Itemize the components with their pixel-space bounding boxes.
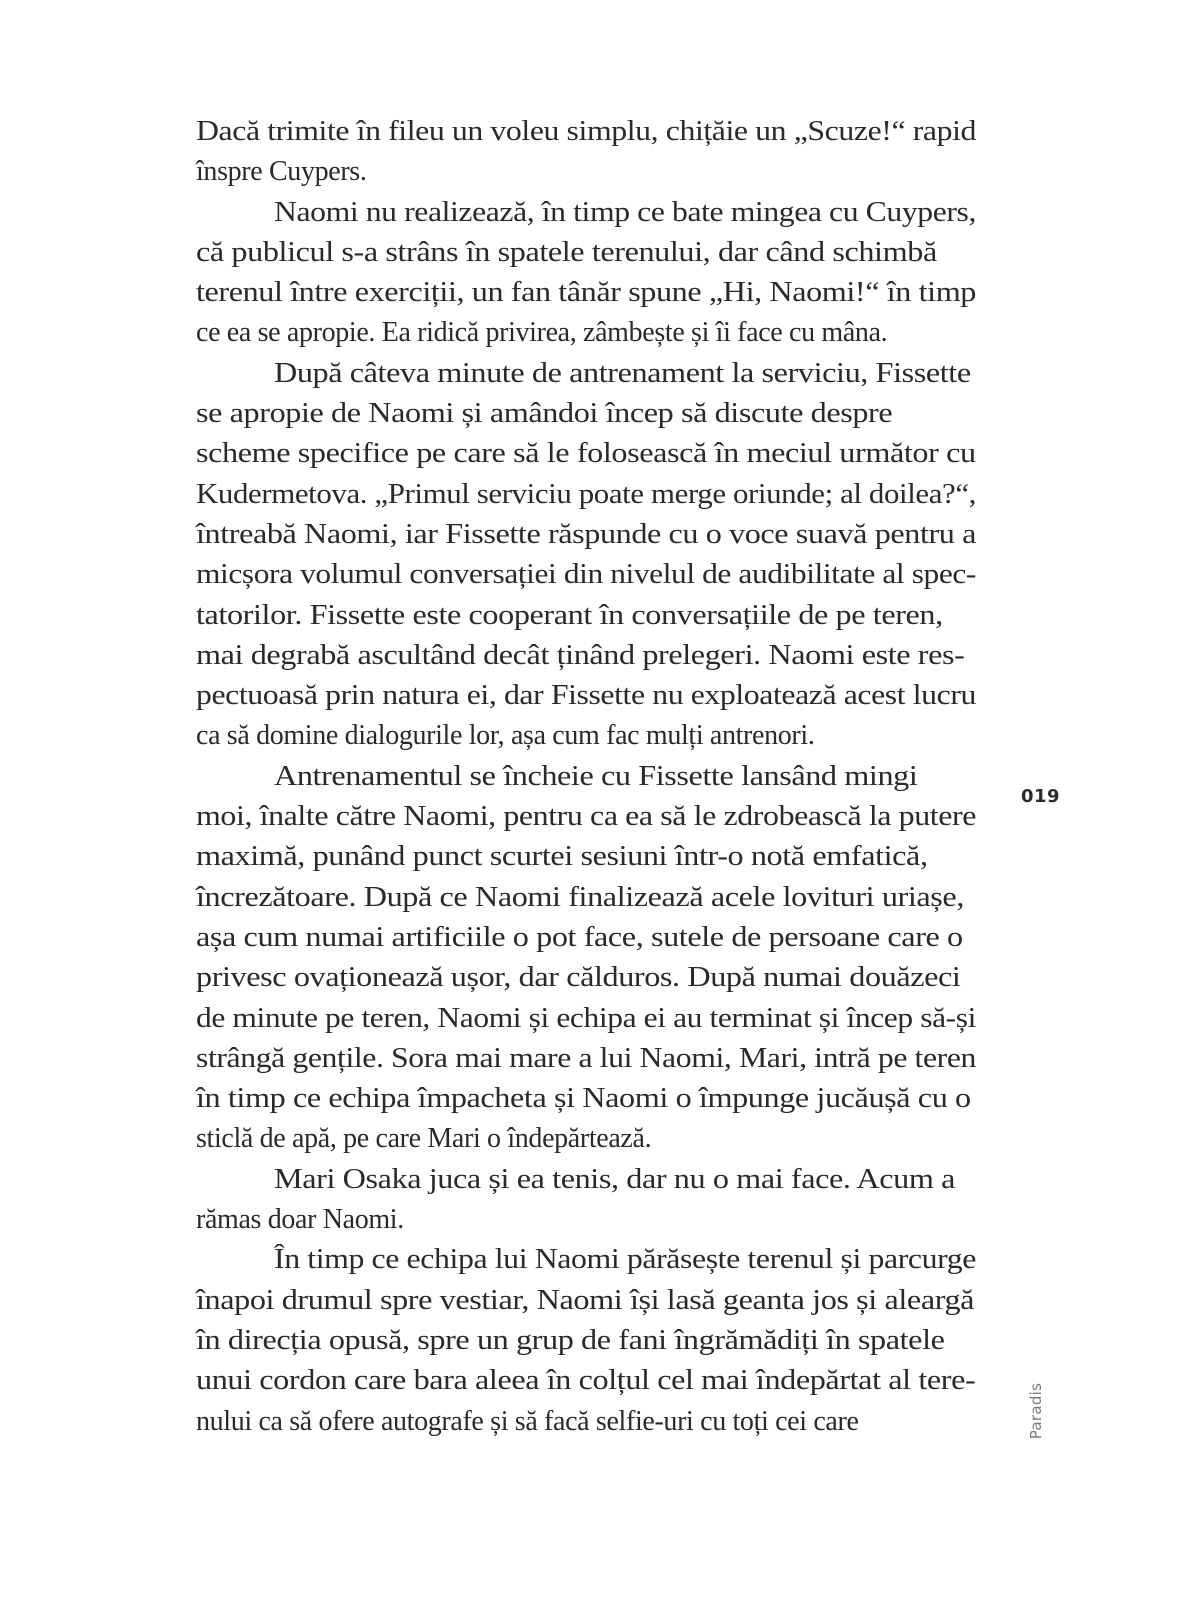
text-line: terenul între exerciții, un fan tânăr spune „Hi, Naomi!“ în timp bbox=[196, 277, 976, 309]
text-line: strângă gențile. Sora mai mare a lui Naomi, Mari, intră pe teren bbox=[196, 1042, 976, 1074]
text-line: rămas doar Naomi. bbox=[196, 1204, 404, 1236]
text-line: micșora volumul conversației din nivelul de audibilitate al spec- bbox=[196, 559, 976, 591]
page-number: 019 bbox=[1021, 786, 1061, 807]
text-line-paragraph-start: Antrenamentul se încheie cu Fissette lansând mingi bbox=[274, 760, 918, 792]
text-line: nului ca să ofere autografe și să facă selfie-uri cu toți cei care bbox=[196, 1405, 859, 1437]
text-line: în direcția opusă, spre un grup de fani îngrămădiți în spatele bbox=[196, 1324, 945, 1356]
text-line: privesc ovaționează ușor, dar călduros. După numai douăzeci bbox=[196, 962, 961, 994]
text-line: de minute pe teren, Naomi și echipa ei au terminat și încep să-și bbox=[196, 1002, 976, 1034]
text-line: înapoi drumul spre vestiar, Naomi își lasă geanta jos și aleargă bbox=[196, 1284, 975, 1316]
text-line: întreabă Naomi, iar Fissette răspunde cu o voce suavă pentru a bbox=[196, 518, 976, 550]
text-line: maximă, punând punct scurtei sesiuni într-o notă emfatică, bbox=[196, 841, 928, 873]
text-line: scheme specifice pe care să le folosească în meciul următor cu bbox=[196, 438, 976, 470]
text-line: tatorilor. Fissette este cooperant în conversațiile de pe teren, bbox=[196, 599, 943, 631]
text-line: moi, înalte către Naomi, pentru ca ea să le zdrobească la putere bbox=[196, 801, 976, 833]
text-line: în timp ce echipa împacheta și Naomi o împunge jucăușă cu o bbox=[196, 1083, 971, 1115]
text-line: că publicul s-a strâns în spatele terenului, dar când schimbă bbox=[196, 236, 937, 268]
text-line-paragraph-start: Mari Osaka juca și ea tenis, dar nu o mai face. Acum a bbox=[274, 1163, 956, 1195]
running-title: Paradis bbox=[1027, 1382, 1045, 1440]
text-line: sticlă de apă, pe care Mari o îndepărtează. bbox=[196, 1123, 652, 1155]
body-text bbox=[196, 112, 986, 1442]
text-line-paragraph-start: Naomi nu realizează, în timp ce bate mingea cu Cuypers, bbox=[274, 196, 976, 228]
text-line: mai degrabă ascultând decât ținând prelegeri. Naomi este res- bbox=[196, 639, 965, 671]
text-line: se apropie de Naomi și amândoi încep să discute despre bbox=[196, 398, 893, 430]
text-line: Dacă trimite în fileu un voleu simplu, chițăie un „Scuze!“ rapid bbox=[196, 116, 976, 147]
text-line: ca să domine dialogurile lor, așa cum fac mulți antrenori. bbox=[196, 720, 815, 752]
text-line: încrezătoare. După ce Naomi finalizează acele lovituri uriașe, bbox=[196, 881, 964, 913]
text-line: unui cordon care bara aleea în colțul cel mai îndepărtat al tere- bbox=[196, 1365, 976, 1397]
text-line: așa cum numai artificiile o pot face, sutele de persoane care o bbox=[196, 921, 963, 953]
text-line: ce ea se apropie. Ea ridică privirea, zâmbește și îi face cu mâna. bbox=[196, 317, 888, 349]
text-line-paragraph-start: În timp ce echipa lui Naomi părăsește terenul și parcurge bbox=[274, 1244, 976, 1276]
text-line: pectuoasă prin natura ei, dar Fissette nu exploatează acest lucru bbox=[196, 680, 976, 712]
text-line: înspre Cuypers. bbox=[196, 156, 367, 188]
text-line-paragraph-start: După câteva minute de antrenament la serviciu, Fissette bbox=[274, 357, 971, 389]
text-line: Kudermetova. „Primul serviciu poate merge oriunde; al doilea?“, bbox=[196, 478, 976, 510]
